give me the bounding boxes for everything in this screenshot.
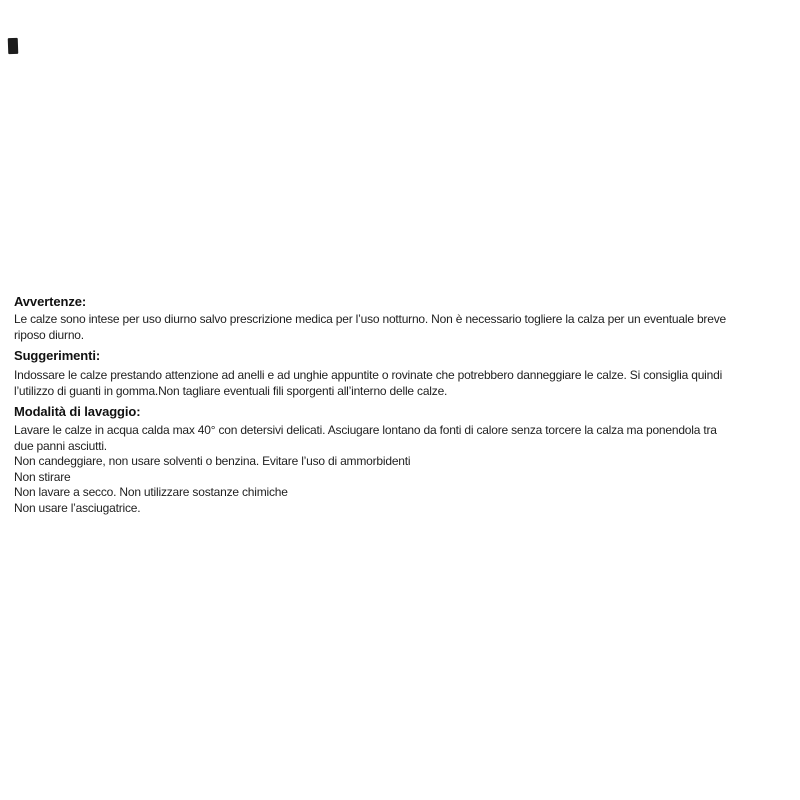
section-body-suggerimenti	[14, 368, 800, 399]
text-line: l’utilizzo di guanti in gomma.Non tagliare eventuali fili sporgenti all’interno delle calze.	[14, 383, 448, 398]
section-heading-suggerimenti: Suggerimenti:	[14, 348, 101, 363]
text-line: riposo diurno.	[14, 327, 84, 342]
text-line: Indossare le calze prestando attenzione ad anelli e ad unghie appuntite o rovinate che potrebbero danneggiare le calze. Si consiglia quindi	[14, 368, 723, 382]
section-suggerimenti	[14, 348, 800, 399]
text-line: Non lavare a secco. Non utilizzare sostanze chimiche	[14, 485, 288, 499]
section-body-avvertenze	[14, 312, 800, 343]
text-line: Non stirare	[14, 469, 71, 484]
text-line: due panni asciutti.	[14, 438, 107, 453]
care-instructions-document	[14, 294, 800, 516]
section-avvertenze	[14, 294, 800, 343]
page-corner-mark	[8, 38, 19, 54]
text-line: Le calze sono intese per uso diurno salvo prescrizione medica per l’uso notturno. Non è necessario togliere la calza per un eventuale breve	[14, 312, 726, 326]
section-modalita-di-lavaggio	[14, 404, 800, 516]
text-line: Lavare le calze in acqua calda max 40° con detersivi delicati. Asciugare lontano da fonti di calore senza torcere la calza ma ponendola tra	[14, 423, 717, 437]
text-line: Non usare l’asciugatrice.	[14, 500, 141, 515]
section-heading-avvertenze: Avvertenze:	[14, 294, 87, 309]
section-body-modalita-di-lavaggio	[14, 423, 800, 516]
text-line: Non candeggiare, non usare solventi o benzina. Evitare l’uso di ammorbidenti	[14, 454, 411, 468]
section-heading-modalita-di-lavaggio: Modalità di lavaggio:	[14, 404, 141, 419]
